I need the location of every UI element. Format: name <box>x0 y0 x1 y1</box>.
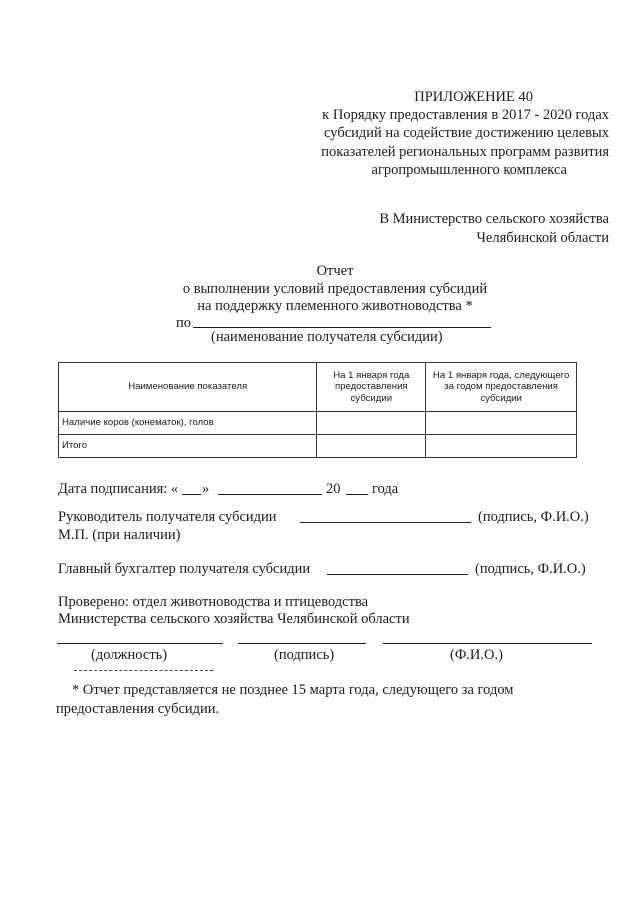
footnote <box>56 681 556 718</box>
row-cows-col1-cell[interactable] <box>317 412 426 435</box>
appendix-line-2: субсидий на содействие достижению целевых <box>324 125 609 142</box>
date-quote-close: » <box>202 481 210 497</box>
recipient-caption: (наименование получателя субсидии) <box>211 329 443 345</box>
date-day-field[interactable] <box>182 494 201 495</box>
report-title: Отчет <box>316 263 354 279</box>
footnote-line-1: * Отчет представляется не позднее 15 марта года, следующего за годом <box>72 682 514 698</box>
verified-line-1: Проверено: отдел животноводства и птицеводства <box>58 594 369 610</box>
appendix-header <box>321 88 609 179</box>
addressee-line-2: Челябинской области <box>476 229 609 246</box>
caption-signature: (подпись) <box>274 647 335 663</box>
report-subtitle-1: о выполнении условий предоставления субсидий <box>182 280 488 297</box>
caption-name: (Ф.И.О.) <box>450 647 503 663</box>
row-cows-col2-cell[interactable] <box>426 412 577 435</box>
appendix-title: ПРИЛОЖЕНИЕ 40 <box>414 89 533 105</box>
indicators-table <box>58 362 577 458</box>
row-total-col1-cell[interactable] <box>317 435 426 458</box>
date-year-field[interactable] <box>346 494 368 495</box>
header-col-next-year: На 1 января года, следующего за годом предоставления субсидии <box>426 363 577 412</box>
addressee-block <box>379 210 609 247</box>
accountant-signature-caption: (подпись, Ф.И.О.) <box>475 561 586 577</box>
appendix-line-1: к Порядку предоставления в 2017 - 2020 годах <box>322 107 609 124</box>
table-row <box>59 435 577 458</box>
addressee-line-1: В Министерство сельского хозяйства <box>379 211 609 227</box>
header-indicator-name: Наименование показателя <box>59 363 317 412</box>
report-title-block <box>100 263 570 316</box>
row-total-col2-cell[interactable] <box>426 435 577 458</box>
verifier-position-field[interactable] <box>57 643 223 644</box>
footnote-line-2: предоставления субсидии. <box>56 700 220 717</box>
recipient-name-field[interactable] <box>193 327 491 328</box>
head-label: Руководитель получателя субсидии <box>58 509 277 525</box>
row-cows-label: Наличие коров (конематок), голов <box>59 412 317 435</box>
date-year-suffix: года <box>372 481 399 497</box>
header-col-year-of-subsidy: На 1 января года предоставления субсидии <box>317 363 426 412</box>
verifier-name-field[interactable] <box>383 643 592 644</box>
footnote-separator <box>74 670 213 671</box>
accountant-signature-field[interactable] <box>327 574 468 575</box>
seal-note: М.П. (при наличии) <box>58 527 181 543</box>
head-signature-field[interactable] <box>300 522 471 523</box>
po-label: по <box>176 315 192 331</box>
date-year-prefix: 20 <box>326 481 341 497</box>
date-month-field[interactable] <box>218 494 322 495</box>
row-total-label: Итого <box>59 435 317 458</box>
table-row <box>59 412 577 435</box>
verifier-signature-field[interactable] <box>238 643 366 644</box>
appendix-line-4: агропромышленного комплекса <box>371 161 567 178</box>
report-subtitle-2: на поддержку племенного животноводства * <box>197 298 473 315</box>
accountant-label: Главный бухгалтер получателя субсидии <box>58 561 311 577</box>
date-label: Дата подписания: « <box>58 481 179 497</box>
appendix-line-3: показателей региональных программ развития <box>321 143 609 160</box>
table-header-row <box>59 363 577 412</box>
caption-position: (должность) <box>91 647 168 663</box>
verified-line-2: Министерства сельского хозяйства Челябинской области <box>58 611 410 627</box>
head-signature-caption: (подпись, Ф.И.О.) <box>478 509 589 525</box>
